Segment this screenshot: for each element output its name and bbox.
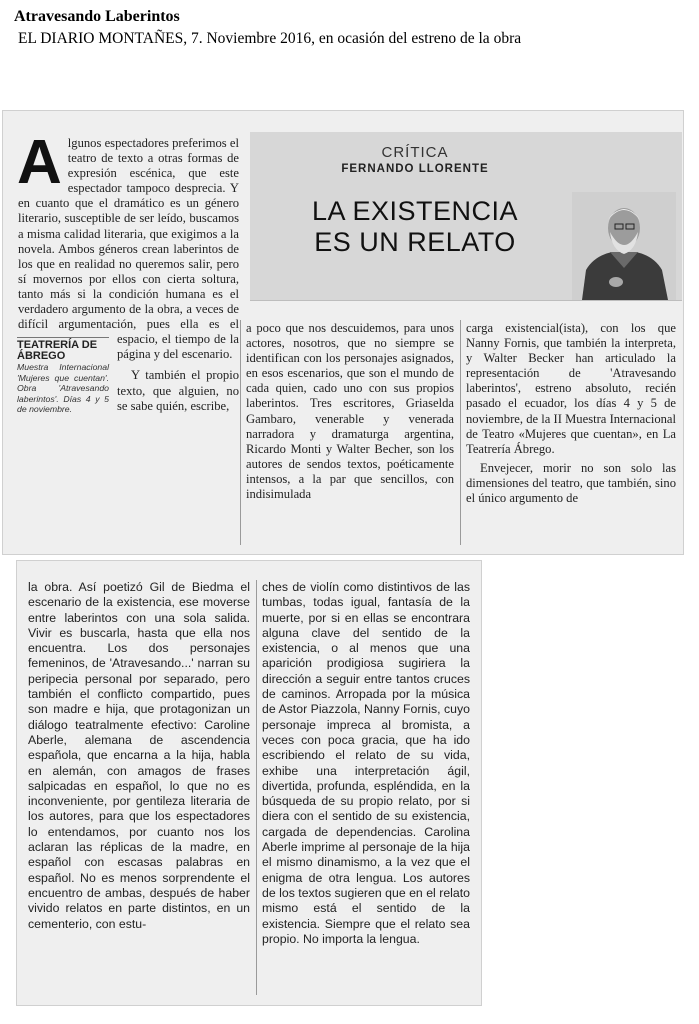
article-column-5	[262, 580, 470, 947]
headline-line-1: LA EXISTENCIA	[311, 196, 519, 226]
document-subtitle: EL DIARIO MONTAÑES, 7. Noviembre 2016, en ocasión del estreno de la obra	[18, 30, 522, 47]
article-paragraph: carga existencial(ista), con los que Nanny Fornis, que también la interpreta, y Walter Becker han articulado la representación de 'Atravesando laberintos', estreno absoluto, recién pasado el ecuador, los días 4 y 5 de noviembre, de la II Muestra Internacional de Teatro «Mujeres que cuentan», en La Teatrería Ábrego.	[466, 321, 676, 456]
infobox-title-line-2: ÁBREGO	[17, 350, 66, 362]
infobox-text: Muestra Internacional 'Mujeres que cuentan'. Obra 'Atravesando laberintos'. Días 4 y 5 de noviembre.	[17, 362, 109, 414]
article-column-1	[17, 128, 239, 417]
document-title: Atravesando Laberintos	[14, 8, 180, 25]
article-column-2	[246, 321, 454, 502]
article-paragraph: la obra. Así poetizó Gil de Biedma el escenario de la existencia, ese moverse entre laberintos con una sola salida. Vivir es buscarla, hasta que ella nos encuentra. Los dos personajes femeninos, de 'Atravesando...' narran su peripecia personal por separado, pero también el conflicto compartido, pues son madre e hija, que protagonizan un diálogo teatralmente efectivo: Caroline Aberle, alemana de ascendencia española, que encarna a la hija, habla en alemán, con amagos de frases salpicadas en español, lo que no es inconveniente, por gentileza literaria de los autores, para que los espectadores lo entendamos, por cuanto nos los aclaran las réplicas de la madre, en español con escasas palabras en español. No es menos sorprendente el encuentro de ambas, después de haber vivido relatos en parte distintos, en un cementerio, con estu-	[28, 580, 250, 931]
headline-line-2: ES UN RELATO	[314, 227, 516, 257]
banner-kicker: CRÍTICA	[381, 144, 449, 161]
drop-cap: A	[17, 128, 62, 197]
venue-infobox	[17, 337, 109, 415]
banner-author: FERNANDO LLORENTE	[341, 163, 489, 175]
review-banner	[250, 132, 682, 301]
column-divider	[240, 320, 241, 545]
article-paragraph: Envejecer, morir no son solo las dimensiones del teatro, que también, sino el único argumento de	[466, 460, 676, 506]
column-divider	[256, 580, 257, 995]
newspaper-clipping-lower	[16, 560, 482, 1006]
article-column-3	[466, 321, 676, 506]
article-paragraph: a poco que nos descuidemos, para unos actores, nosotros, que no siempre se identifican con los personajes asignados, en esos escenarios, que son el mundo de cada quien, cado uno con sus propios laberintos. Tres escritores, Griaselda Gambaro, venerable y venerada narradora y dramaturga argentina, Ricardo Monti y Walter Becher, son los autores de sendos textos, poéticamente intensos, a la par que sencillos, con indisimulada	[246, 321, 454, 502]
newspaper-clipping-upper	[2, 110, 684, 555]
author-photo	[572, 192, 676, 300]
infobox-title-line-1: TEATRERÍA DE	[17, 339, 98, 351]
article-paragraph: Y también el propio texto, que alguien, no se sabe quién, escribe,	[117, 368, 239, 413]
banner-headline	[250, 196, 580, 258]
column-divider	[460, 320, 461, 545]
article-column-4	[28, 580, 250, 932]
article-paragraph: lgunos espectadores preferimos el teatro de texto a otras formas de expresión escénica, que este espectador tampoco desprecia. Y en cuanto que el dramático es un género literario, susceptible de ser leído, buscamos a misma calidad literaria, que exigimos a la novela. Ambos géneros crean laberintos de los que en realidad no queremos salir, pero sí movernos por ellos con cierta soltura, tanto más si la condición humana es el verdadero argumento de la obra, a veces de difícil argumentación, pues ella es el espacio, el tiempo de la página y del escenario.	[18, 136, 239, 362]
article-paragraph: ches de violín como distintivos de las tumbas, todas igual, fantasía de la muerte, por si en ellas se encontrara alguna clave del sentido de la existencia, o al menos que una aparición prodigiosa sugiriera la dirección a seguir entre tantos cruces de caminos. Arropada por la música de Astor Piazzola, Nanny Fornis, cuyo personaje impreca al bromista, a veces con poca gracia, que ha ido escribiendo el relato de su vida, exhibe una interpretación ágil, divertida, profunda, espléndida, en la búsqueda de su propio relato, por si diera con el sentido de su existencia, cargada de dependencias. Carolina Aberle imprime al personaje de la hija el mismo dinamismo, a la vez que el enigma de otra lengua. Los autores de los textos sugieren que en el relato mismo está el sentido de la existencia. Siempre que el relato sea propio. No importa la lengua.	[262, 580, 470, 946]
infobox-title	[17, 337, 109, 362]
